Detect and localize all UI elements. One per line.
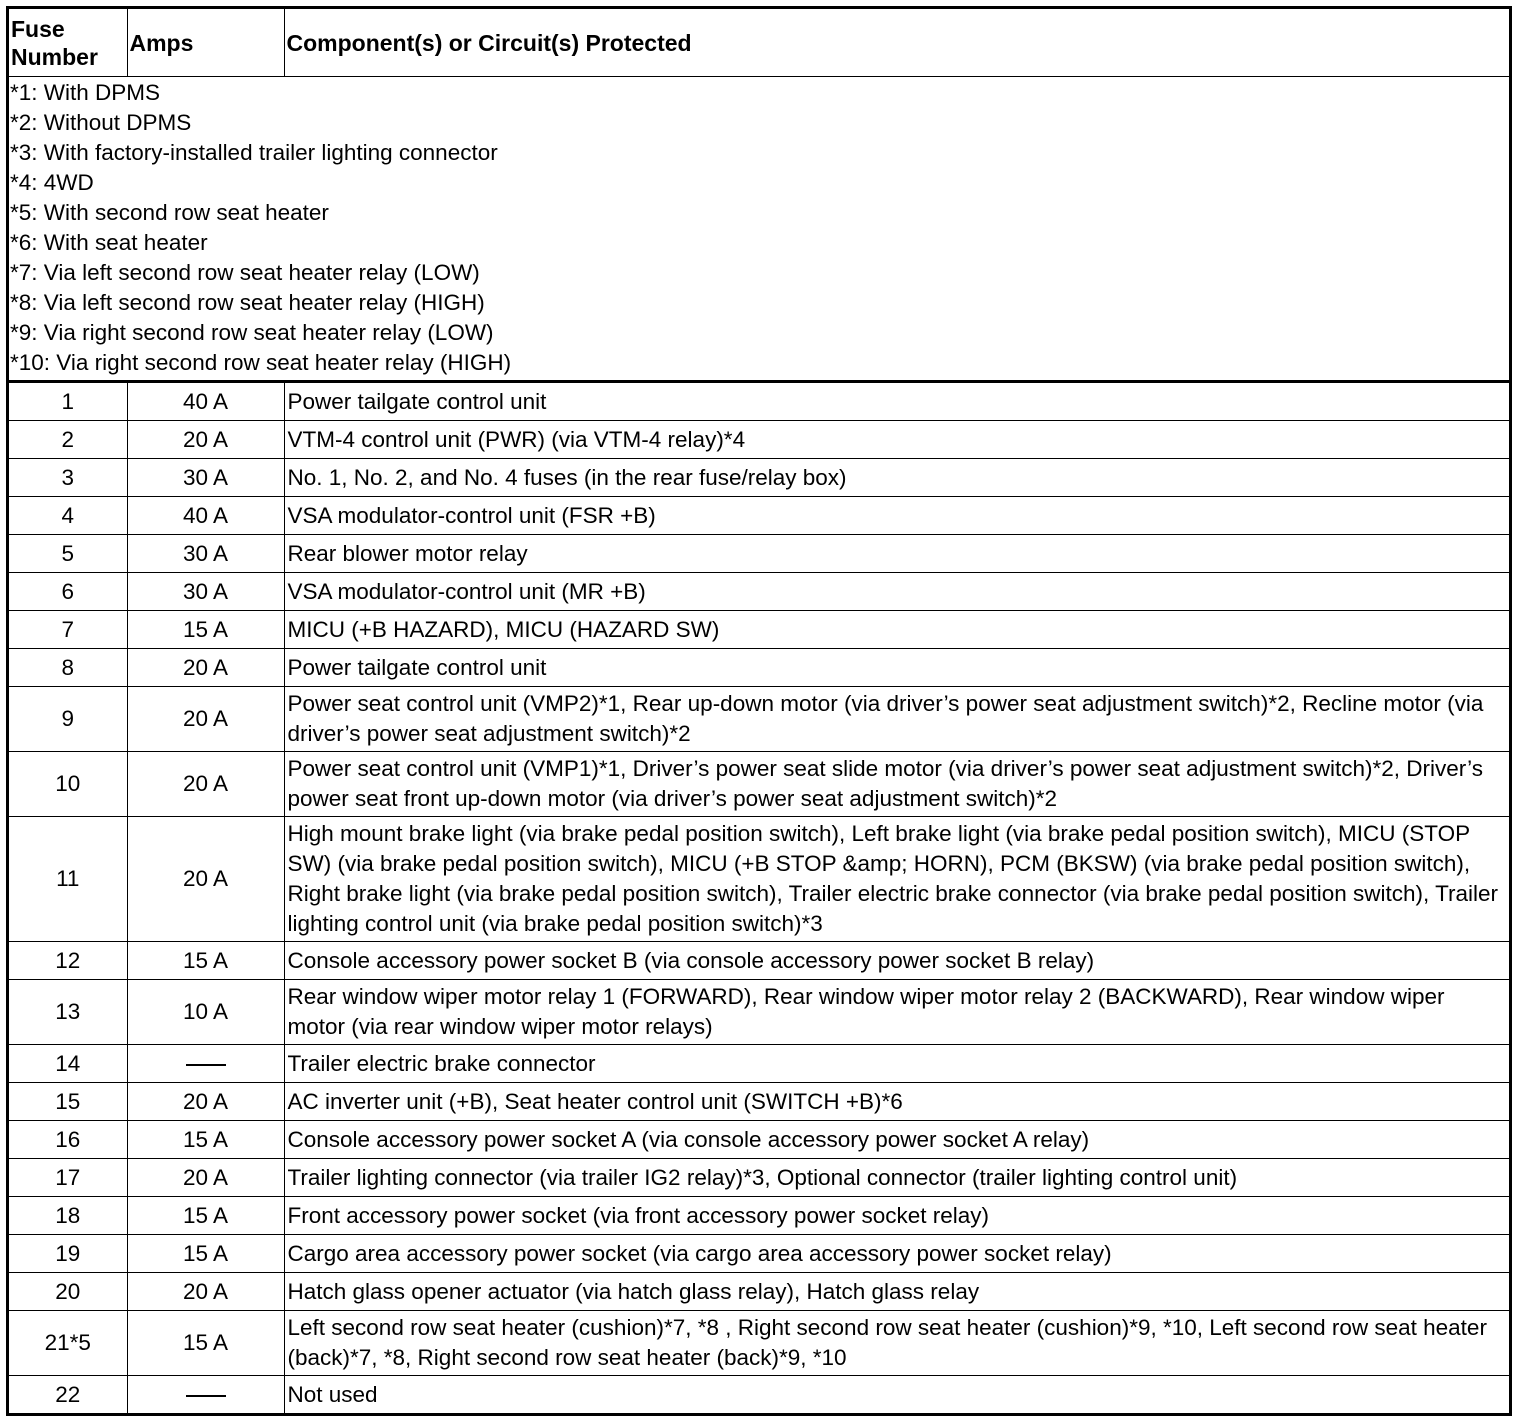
footnote: *8: Via left second row seat heater relay (HIGH) — [10, 290, 485, 315]
fuse-circuit-description: Console accessory power socket A (via console accessory power socket A relay) — [284, 1121, 1509, 1159]
fuse-number: 14 — [9, 1045, 127, 1083]
fuse-circuit-description: Rear window wiper motor relay 1 (FORWARD), Rear window wiper motor relay 2 (BACKWARD), Rear window wiper motor (via rear window wiper motor relays) — [284, 980, 1509, 1045]
fuse-circuit-description: Trailer electric brake connector — [284, 1045, 1509, 1083]
fuse-number: 10 — [9, 752, 127, 817]
fuse-amps: 10 A — [127, 980, 284, 1045]
table-row — [9, 1197, 1509, 1235]
table-row — [9, 497, 1509, 535]
table-row — [9, 817, 1509, 942]
footnote: *4: 4WD — [10, 170, 94, 195]
footnotes-row — [9, 77, 1509, 382]
footnote: *7: Via left second row seat heater relay (LOW) — [10, 260, 480, 285]
fuse-circuit-description: Power tailgate control unit — [284, 382, 1509, 421]
fuse-number: 12 — [9, 942, 127, 980]
fuse-number: 18 — [9, 1197, 127, 1235]
fuse-circuit-description: AC inverter unit (+B), Seat heater control unit (SWITCH +B)*6 — [284, 1083, 1509, 1121]
table-row — [9, 1121, 1509, 1159]
footnote: *6: With seat heater — [10, 230, 208, 255]
fuse-number: 13 — [9, 980, 127, 1045]
fuse-circuit-description: Power seat control unit (VMP2)*1, Rear up-down motor (via driver’s power seat adjustment switch)*2, Recline motor (via driver’s power seat adjustment switch)*2 — [284, 687, 1509, 752]
fuse-number: 19 — [9, 1235, 127, 1273]
header-components: Component(s) or Circuit(s) Protected — [284, 9, 1509, 77]
fuse-number: 22 — [9, 1376, 127, 1414]
table-row — [9, 1083, 1509, 1121]
table-row — [9, 1273, 1509, 1311]
table-row — [9, 1045, 1509, 1083]
table-row — [9, 1235, 1509, 1273]
fuse-amps: 20 A — [127, 1273, 284, 1311]
table-row — [9, 611, 1509, 649]
fuse-circuit-description: VTM-4 control unit (PWR) (via VTM-4 relay)*4 — [284, 421, 1509, 459]
fuse-amps: 30 A — [127, 573, 284, 611]
fuse-circuit-description: Power tailgate control unit — [284, 649, 1509, 687]
fuse-number: 11 — [9, 817, 127, 942]
fuse-circuit-description: Front accessory power socket (via front accessory power socket relay) — [284, 1197, 1509, 1235]
header-amps: Amps — [127, 9, 284, 77]
fuse-number: 16 — [9, 1121, 127, 1159]
fuse-number: 17 — [9, 1159, 127, 1197]
fuse-amps — [127, 1376, 284, 1414]
fuse-circuit-description: High mount brake light (via brake pedal position switch), Left brake light (via brake pedal position switch), MICU (STOP SW) (via brake pedal position switch), MICU (+B STOP &amp; HORN), PCM (BKSW) (via brake pedal position switch), Right brake light (via brake pedal position switch), Trailer electric brake connector (via brake pedal position switch), Trailer lighting control unit (via brake pedal position switch)*3 — [284, 817, 1509, 942]
table-row — [9, 649, 1509, 687]
fuse-number: 7 — [9, 611, 127, 649]
footnote: *10: Via right second row seat heater relay (HIGH) — [10, 350, 512, 375]
fuse-number: 6 — [9, 573, 127, 611]
fuse-amps: 15 A — [127, 1121, 284, 1159]
table-row — [9, 459, 1509, 497]
fuse-circuit-description: No. 1, No. 2, and No. 4 fuses (in the rear fuse/relay box) — [284, 459, 1509, 497]
fuse-amps: 40 A — [127, 497, 284, 535]
fuse-circuit-description: Power seat control unit (VMP1)*1, Driver’s power seat slide motor (via driver’s power seat adjustment switch)*2, Driver’s power seat front up-down motor (via driver’s power seat adjustment switch)*2 — [284, 752, 1509, 817]
fuse-amps: 15 A — [127, 1311, 284, 1376]
fuse-circuit-description: MICU (+B HAZARD), MICU (HAZARD SW) — [284, 611, 1509, 649]
fuse-number: 8 — [9, 649, 127, 687]
table-row — [9, 980, 1509, 1045]
table-row — [9, 1159, 1509, 1197]
footnote: *5: With second row seat heater — [10, 200, 329, 225]
fuse-number: 3 — [9, 459, 127, 497]
fuse-amps: 15 A — [127, 1197, 284, 1235]
footnote: *9: Via right second row seat heater relay (LOW) — [10, 320, 494, 345]
fuse-circuit-description: VSA modulator-control unit (MR +B) — [284, 573, 1509, 611]
fuse-table — [9, 9, 1509, 1413]
fuse-amps: 20 A — [127, 752, 284, 817]
fuse-circuit-description: Left second row seat heater (cushion)*7, *8 , Right second row seat heater (cushion)*9, *10, Left second row seat heater (back)*7, *8, Right second row seat heater (back)*9, *10 — [284, 1311, 1509, 1376]
fuse-amps: 30 A — [127, 535, 284, 573]
fuse-circuit-description: VSA modulator-control unit (FSR +B) — [284, 497, 1509, 535]
fuse-circuit-description: Rear blower motor relay — [284, 535, 1509, 573]
fuse-amps: 20 A — [127, 649, 284, 687]
header-fuse-number: Fuse Number — [9, 9, 127, 77]
table-row — [9, 535, 1509, 573]
table-row — [9, 942, 1509, 980]
footnote: *2: Without DPMS — [10, 110, 192, 135]
fuse-circuit-description: Cargo area accessory power socket (via cargo area accessory power socket relay) — [284, 1235, 1509, 1273]
footnote: *1: With DPMS — [10, 80, 161, 105]
fuse-table-document — [6, 6, 1512, 1416]
dash-not-applicable — [186, 1395, 226, 1397]
fuse-amps: 20 A — [127, 421, 284, 459]
fuse-number: 4 — [9, 497, 127, 535]
fuse-number: 1 — [9, 382, 127, 421]
fuse-circuit-description: Hatch glass opener actuator (via hatch glass relay), Hatch glass relay — [284, 1273, 1509, 1311]
table-row — [9, 752, 1509, 817]
fuse-circuit-description: Console accessory power socket B (via console accessory power socket B relay) — [284, 942, 1509, 980]
fuse-number: 5 — [9, 535, 127, 573]
fuse-number: 21*5 — [9, 1311, 127, 1376]
footnotes — [9, 77, 1509, 382]
fuse-number: 2 — [9, 421, 127, 459]
table-header-row — [9, 9, 1509, 77]
fuse-amps: 15 A — [127, 1235, 284, 1273]
fuse-number: 9 — [9, 687, 127, 752]
table-row — [9, 1311, 1509, 1376]
table-row — [9, 421, 1509, 459]
dash-not-applicable — [186, 1064, 226, 1066]
footnote: *3: With factory-installed trailer lighting connector — [10, 140, 498, 165]
fuse-amps: 20 A — [127, 817, 284, 942]
fuse-number: 15 — [9, 1083, 127, 1121]
table-row — [9, 382, 1509, 421]
table-row — [9, 1376, 1509, 1414]
table-row — [9, 687, 1509, 752]
fuse-amps: 20 A — [127, 1159, 284, 1197]
fuse-circuit-description: Trailer lighting connector (via trailer IG2 relay)*3, Optional connector (trailer lighting control unit) — [284, 1159, 1509, 1197]
fuse-amps: 30 A — [127, 459, 284, 497]
table-row — [9, 573, 1509, 611]
fuse-amps: 20 A — [127, 687, 284, 752]
fuse-amps: 15 A — [127, 942, 284, 980]
fuse-amps — [127, 1045, 284, 1083]
fuse-amps: 15 A — [127, 611, 284, 649]
fuse-amps: 40 A — [127, 382, 284, 421]
fuse-circuit-description: Not used — [284, 1376, 1509, 1414]
fuse-amps: 20 A — [127, 1083, 284, 1121]
fuse-number: 20 — [9, 1273, 127, 1311]
